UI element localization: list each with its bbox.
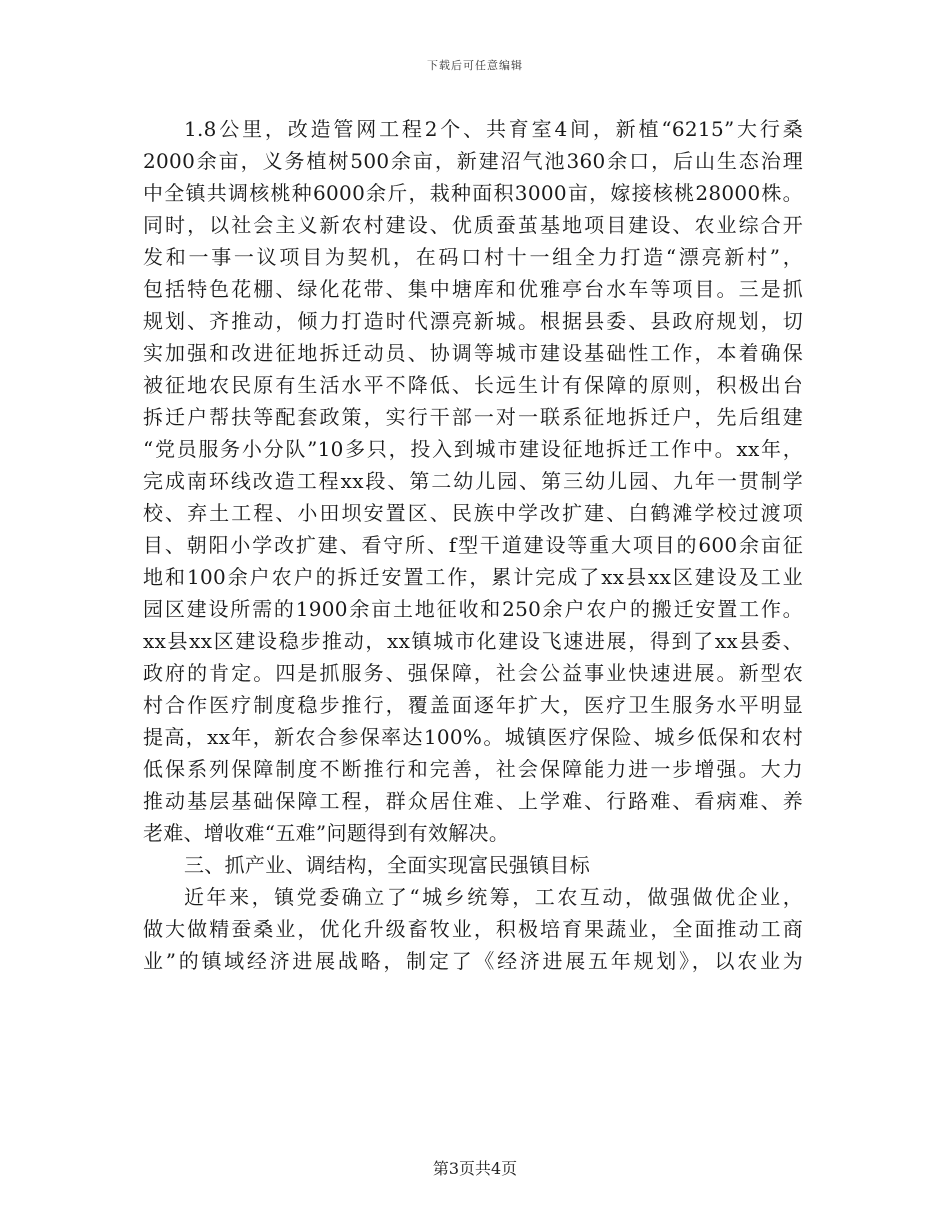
text-line: 政府的肯定。四是抓服务、强保障，社会公益事业快速进展。新型农 — [143, 661, 803, 685]
text-line: 推动基层基础保障工程，群众居住难、上学难、行路难、看病难、养 — [143, 789, 803, 813]
text-line: 中全镇共调核桃种6000余斤，栽种面积3000亩，嫁接核桃28000株。 — [143, 181, 803, 205]
section-heading: 三、抓产业、调结构，全面实现富民强镇目标 — [184, 853, 590, 877]
text-line: 村合作医疗制度稳步推行，覆盖面逐年扩大，医疗卫生服务水平明显 — [143, 693, 803, 717]
text-line: 校、弃土工程、小田坝安置区、民族中学改扩建、白鹤滩学校过渡项 — [143, 501, 803, 525]
body-text — [143, 113, 803, 977]
page-footer: 第3页共4页 — [432, 1159, 518, 1178]
text-line: 提高，xx年，新农合参保率达100%。城镇医疗保险、城乡低保和农村 — [143, 725, 803, 749]
text-line: 同时，以社会主义新农村建设、优质蚕茧基地项目建设、农业综合开 — [143, 213, 803, 237]
text-line: 发和一事一议项目为契机，在码口村十一组全力打造“漂亮新村”， — [143, 245, 803, 269]
text-line: 目、朝阳小学改扩建、看守所、f型干道建设等重大项目的600余亩征 — [143, 533, 803, 557]
text-line: 完成南环线改造工程xx段、第二幼儿园、第三幼儿园、九年一贯制学 — [143, 469, 803, 493]
text-line: 2000余亩，义务植树500余亩，新建沼气池360余口，后山生态治理 — [143, 149, 803, 173]
text-line: 低保系列保障制度不断推行和完善，社会保障能力进一步增强。大力 — [143, 757, 803, 781]
text-line: xx县xx区建设稳步推动，xx镇城市化建设飞速进展，得到了xx县委、 — [143, 629, 803, 653]
text-line: 做大做精蚕桑业，优化升级畜牧业，积极培育果蔬业，全面推动工商 — [143, 917, 803, 941]
text-line: 拆迁户帮扶等配套政策，实行干部一对一联系征地拆迁户，先后组建 — [143, 405, 803, 429]
text-line: 近年来，镇党委确立了“城乡统筹，工农互动，做强做优企业， — [184, 885, 803, 909]
text-line: 园区建设所需的1900余亩土地征收和250余户农户的搬迁安置工作。 — [143, 597, 803, 621]
text-line: 1.8公里，改造管网工程2个、共育室4间，新植“6215”大行桑 — [184, 117, 803, 141]
page-header: 下载后可任意编辑 — [427, 59, 523, 72]
text-line: 地和100余户农户的拆迁安置工作，累计完成了xx县xx区建设及工业 — [143, 565, 803, 589]
text-line: 被征地农民原有生活水平不降低、长远生计有保障的原则，积极出台 — [143, 373, 803, 397]
text-line: 规划、齐推动，倾力打造时代漂亮新城。根据县委、县政府规划，切 — [143, 309, 803, 333]
text-line: 老难、增收难“五难”问题得到有效解决。 — [143, 821, 510, 845]
text-line: 业”的镇域经济进展战略，制定了《经济进展五年规划》，以农业为 — [143, 949, 803, 973]
text-line: 包括特色花棚、绿化花带、集中塘库和优雅亭台水车等项目。三是抓 — [143, 277, 803, 301]
text-line: “党员服务小分队”10多只，投入到城市建设征地拆迁工作中。xx年， — [143, 437, 803, 461]
text-line: 实加强和改进征地拆迁动员、协调等城市建设基础性工作，本着确保 — [143, 341, 803, 365]
